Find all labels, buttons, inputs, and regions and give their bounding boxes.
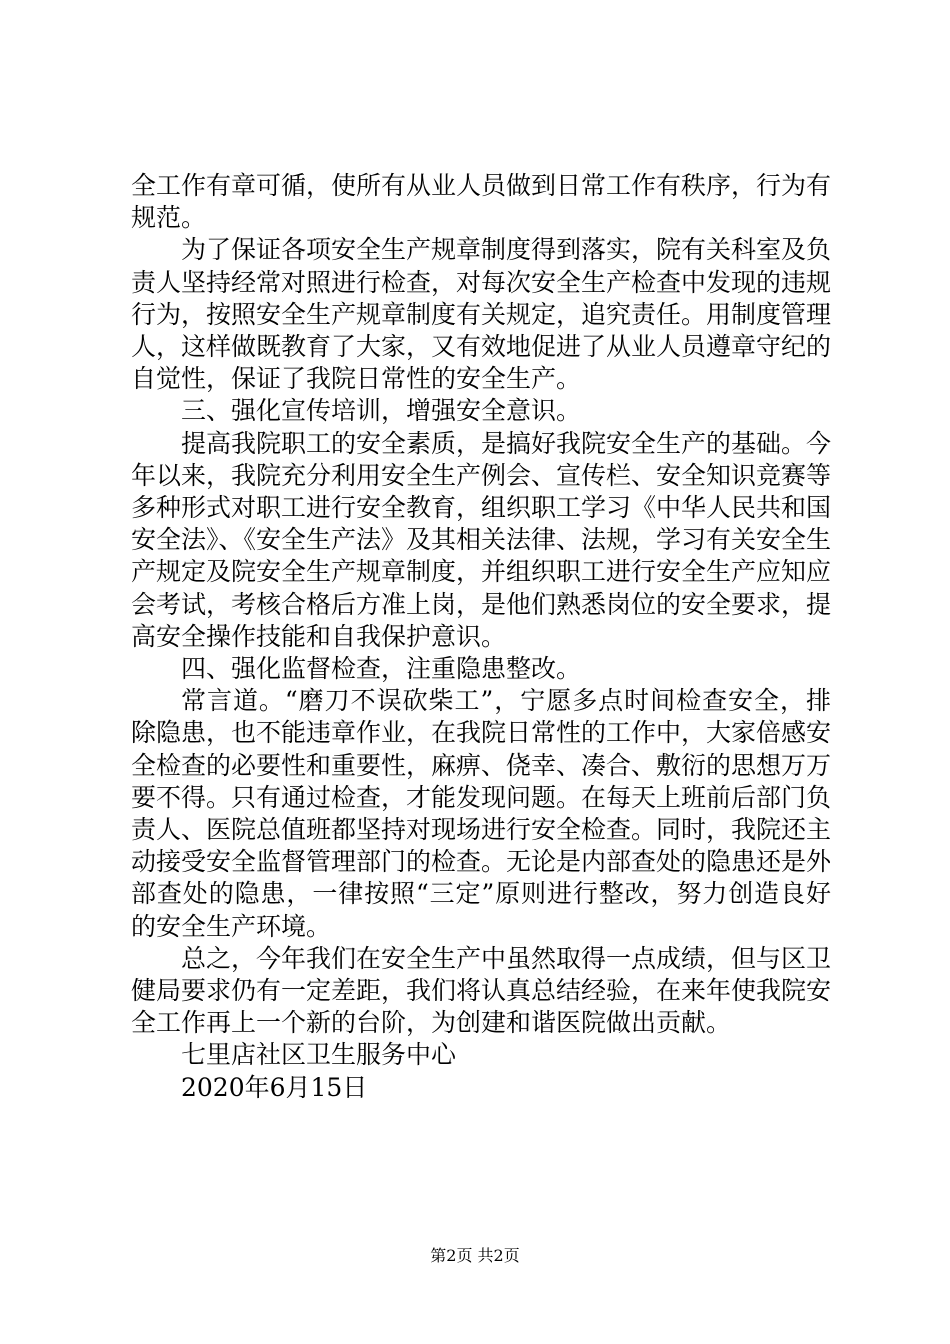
paragraph-inspection: 为了保证各项安全生产规章制度得到落实，院有关科室及负责人坚持经常对照进行检查，对每次安全生产检查中发现的违规行为，按照安全生产规章制度有关规定，追究责任。用制度管理人，这样做既教育了大家，又有效地促进了从业人员遵章守纪的自觉性，保证了我院日常性的安全生产。 [131,235,832,394]
section-heading-4: 四、强化监督检查，注重隐患整改。 [181,654,582,684]
signature-organization: 七里店社区卫生服务中心 [181,1040,457,1070]
paragraph-training: 提高我院职工的安全素质，是搞好我院安全生产的基础。今年以来，我院充分利用安全生产例会、宣传栏、安全知识竞赛等多种形式对职工进行安全教育，组织职工学习《中华人民共和国安全法》、《安全生产法》及其相关法律、法规，学习有关安全生产规定及院安全生产规章制度，并组织职工进行安全生产应知应会考试，考核合格后方准上岗，是他们熟悉岗位的安全要求，提高安全操作技能和自我保护意识。 [131,428,832,651]
paragraph-continued: 全工作有章可循，使所有从业人员做到日常工作有秩序，行为有规范。 [131,171,832,233]
section-heading-3: 三、强化宣传培训，增强安全意识。 [181,396,582,426]
paragraph-supervision: 常言道。“磨刀不误砍柴工”，宁愿多点时间检查安全，排除隐患，也不能违章作业，在我院日常性的工作中，大家倍感安全检查的必要性和重要性，麻痹、侥幸、凑合、敷衍的思想万万要不得。只有通过检查，才能发现问题。在每天上班前后部门负责人、医院总值班都坚持对现场进行安全检查。同时，我院还主动接受安全监督管理部门的检查。无论是内部查处的隐患还是外部查处的隐患，一律按照“三定”原则进行整改，努力创造良好的安全生产环境。 [131,686,832,941]
paragraph-conclusion: 总之，今年我们在安全生产中虽然取得一点成绩，但与区卫健局要求仍有一定差距，我们将认真总结经验，在来年使我院安全工作再上一个新的台阶，为创建和谐医院做出贡献。 [131,943,832,1038]
document-body [131,170,831,1104]
signature-date: 2020年6月15日 [181,1072,368,1102]
page-number-footer: 第2页 共2页 [430,1246,520,1265]
